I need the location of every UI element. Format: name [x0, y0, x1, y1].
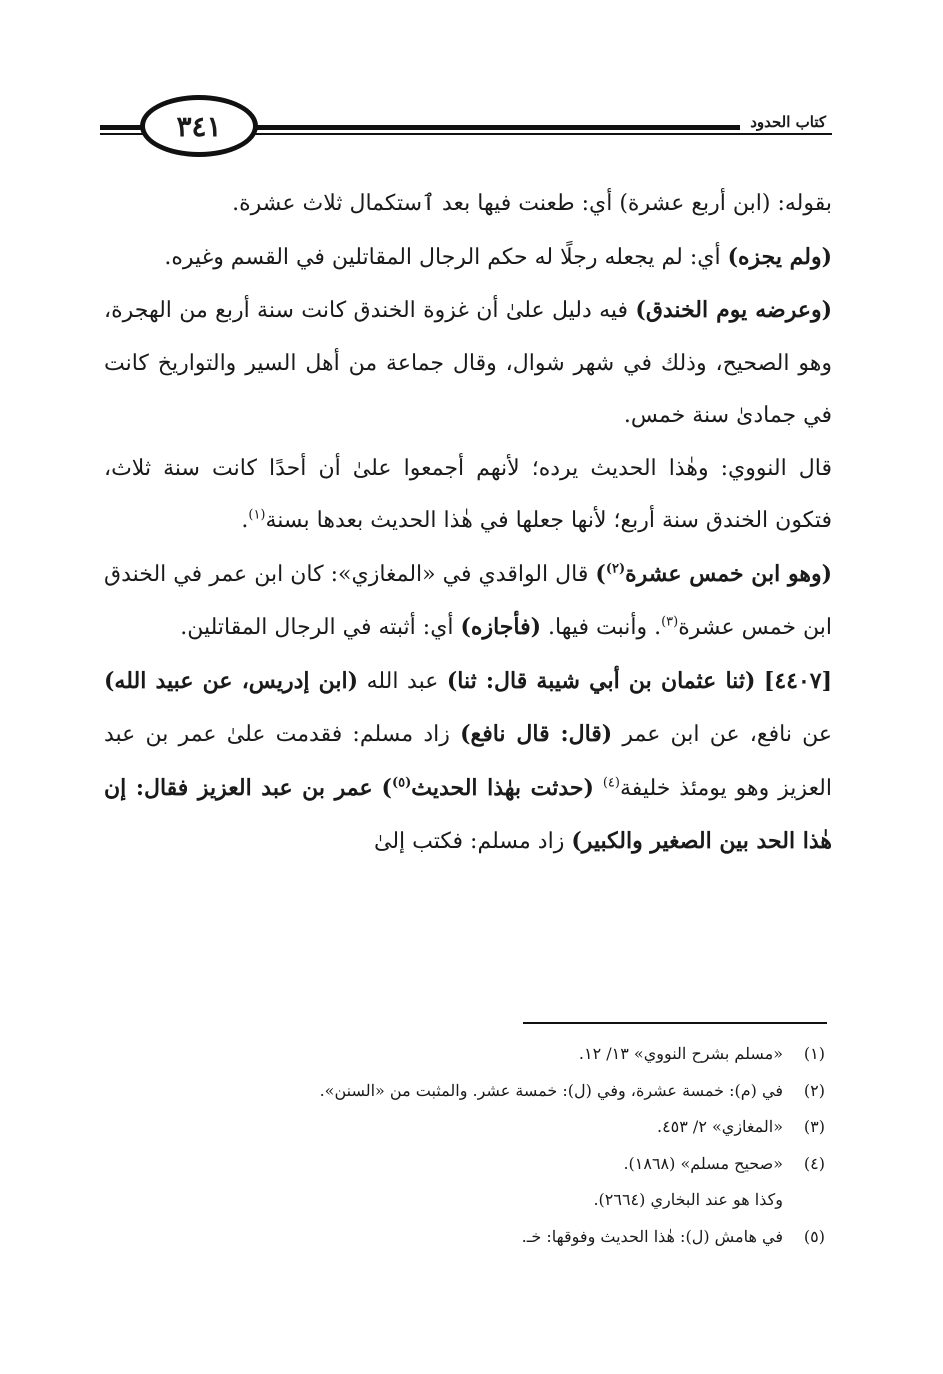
- bold-phrase: (ولم يجزه): [727, 243, 832, 270]
- footnote: [115, 1036, 825, 1073]
- footnote-text: «المغازي» ٢/ ٤٥٣.: [656, 1117, 783, 1136]
- paragraph-3: (وعرضه يوم الخندق) فيه دليل علىٰ أن غزوة الخندق كانت سنة أربع من الهجرة، وهو الصحيح، وذلك في شهر شوال، وقال جماعة من أهل السير والتواريخ كانت في جمادىٰ سنة خمس.: [104, 297, 832, 428]
- footnote-text: في (م): خمسة عشرة، وفي (ل): خمسة عشر. والمثبت من «السنن».: [319, 1080, 783, 1100]
- footnote-number: (٣): [803, 1117, 825, 1136]
- bold-phrase: (وعرضه يوم الخندق): [635, 297, 832, 323]
- footnote: [115, 1073, 825, 1110]
- footnote-ref: (١): [248, 507, 266, 523]
- bold-phrase: عمر بن عبد العزيز فقال: إن هٰذا الحد بين الصغير والكبير): [104, 774, 832, 854]
- footnote-number: (٢): [803, 1080, 825, 1100]
- page-number: ٣٤١: [176, 109, 222, 143]
- paragraph-2: (ولم يجزه) أي: لم يجعله رجلًا له حكم الرجال المقاتلين في القسم وغيره.: [164, 243, 832, 270]
- bold-phrase: (فأجازه): [460, 614, 542, 640]
- main-text: [104, 178, 832, 869]
- chapter-title: كتاب الحدود: [740, 111, 832, 133]
- footnote: [115, 1146, 825, 1183]
- footnote-continuation: [115, 1182, 825, 1219]
- paragraph-4: قال النووي: وهٰذا الحديث يرده؛ لأنهم أجمعوا علىٰ أن أحدًا كانت سنة ثلاث، فتكون الخندق سنة أربع؛ لأنها جعلها في هٰذا الحديث بعدها بسنة$^{(١)}$.: [104, 455, 832, 533]
- page-number-badge: [140, 95, 258, 157]
- footnote-text: «صحيح مسلم» (١٨٦٨).: [623, 1153, 783, 1173]
- footnote-number: (٤): [803, 1153, 825, 1173]
- footnote: [115, 1109, 825, 1146]
- footnotes: [115, 1036, 825, 1255]
- paragraph-5: (وهو ابن خمس عشرة$^{(٢)}$) قال الواقدي في «المغازي»: كان ابن عمر في الخندق ابن خمس عشرة$^{(٣)}$. وأنبت فيها. (فأجازه) أي: أثبته في الرجال المقاتلين.: [104, 560, 832, 640]
- footnote-text: «مسلم بشرح النووي» ١٣/ ١٢.: [578, 1044, 783, 1063]
- footnote-number: (٥): [803, 1226, 825, 1246]
- footnote: [115, 1219, 825, 1256]
- footnote-number: (١): [803, 1044, 825, 1063]
- footnote-ref: (٣): [661, 614, 679, 630]
- bold-phrase: (حدثت بهٰذا الحديث: [411, 774, 594, 801]
- bold-phrase: (قال: قال نافع): [460, 721, 613, 747]
- bold-phrase: (ابن إدريس، عن عبيد الله): [104, 667, 359, 694]
- bold-phrase: (ثنا عثمان بن أبي شيبة قال: ثنا): [446, 667, 756, 694]
- paragraph-1: بقوله: (ابن أربع عشرة) أي: طعنت فيها بعد ٱستكمال ثلاث عشرة.: [232, 191, 832, 216]
- page-header: [100, 95, 832, 161]
- footnote-text: في هامش (ل): هٰذا الحديث وفوقها: خـ.: [521, 1226, 783, 1246]
- footnote-separator: [523, 1022, 827, 1024]
- footnote-ref: (٢): [605, 561, 626, 577]
- paragraph-6: [٤٤٠٧] (ثنا عثمان بن أبي شيبة قال: ثنا) عبد الله (ابن إدريس، عن عبيد الله) عن نافع، عن ابن عمر (قال: قال نافع) زاد مسلم: فقدمت علىٰ عمر بن عبد العزيز وهو يومئذ خليفة$^{(٤)}$ (حدثت بهٰذا الحديث$^{(٥)}$) عمر بن عبد العزيز فقال: إن هٰذا الحد بين الصغير والكبير) زاد مسلم: فكتب إلىٰ: [104, 667, 833, 854]
- footnote-ref: (٤): [602, 775, 620, 791]
- footnote-text: وكذا هو عند البخاري (٢٦٦٤).: [593, 1190, 783, 1209]
- bold-phrase: (وهو ابن خمس عشرة: [625, 560, 832, 587]
- footnote-ref: (٥): [391, 775, 412, 791]
